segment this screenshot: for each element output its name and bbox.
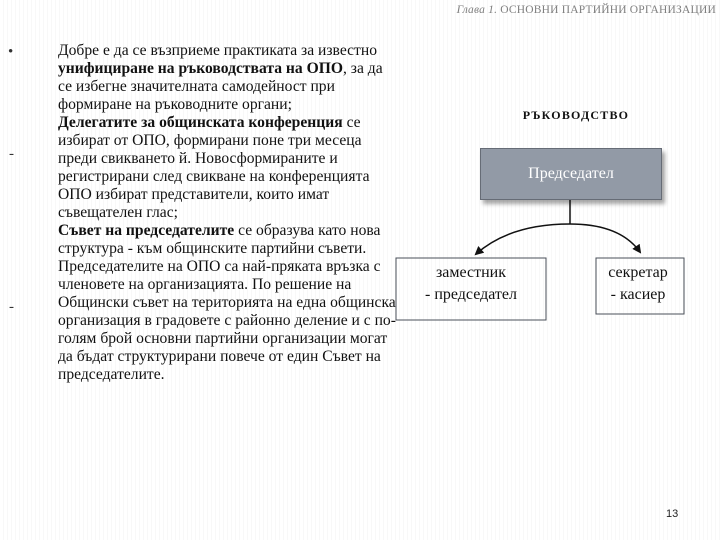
chapter-title: ОСНОВНИ ПАРТИЙНИ ОРГАНИЗАЦИИ — [500, 4, 716, 16]
chairman-node — [480, 148, 662, 200]
paragraph-1-bold: унифициране на ръководствата на ОПО — [58, 60, 343, 77]
secretary-line-1: секретар — [608, 264, 668, 281]
secretary-cashier-node — [594, 258, 682, 314]
paragraph-2-text: се избират от ОПО, формирани поне три месеца преди свикването й. Новосформираните и регистрирани след свикване на конференцията ОПО избират представители, които имат съвещателен глас; — [58, 114, 370, 221]
paragraph-3-bold: Съвет на председателите — [58, 222, 235, 239]
paragraph-1-text: Добре е да се възприеме практиката за известно — [58, 42, 378, 59]
page-number: 13 — [666, 508, 679, 520]
secretary-line-2: - касиер — [610, 286, 666, 303]
arrow-to-secretary — [570, 224, 640, 252]
deputy-line-2: - председател — [424, 286, 517, 303]
paragraph-1-text-end: , за да се избегне значителната самодейност при формиране на ръководните органи; — [58, 60, 383, 113]
chairman-label: Председател — [528, 165, 614, 182]
deputy-chairman-node — [396, 258, 546, 320]
deputy-line-1: заместник — [435, 264, 507, 281]
paragraph-2-bold: Делегатите за общинската конференция — [58, 114, 343, 131]
bullet-marker-3: - — [9, 299, 14, 315]
chapter-number: Глава 1. — [456, 4, 498, 16]
paragraph-3-text: се образува като нова структура - към общинските партийни съвети. Председателите на ОПО са най-пряката връзка с членовете на организацията. По решение на Общински съвет на територията на една общинска организация в градовете с районно деление и с по-голям брой основни партийни организации могат да бъдат структурирани повече от един Съвет на председателите. — [58, 222, 396, 383]
bullet-marker-2: - — [9, 146, 14, 162]
leadership-heading: ръководство — [522, 104, 630, 123]
arrow-to-deputy — [476, 224, 570, 254]
bullet-marker-1: • — [8, 44, 14, 60]
